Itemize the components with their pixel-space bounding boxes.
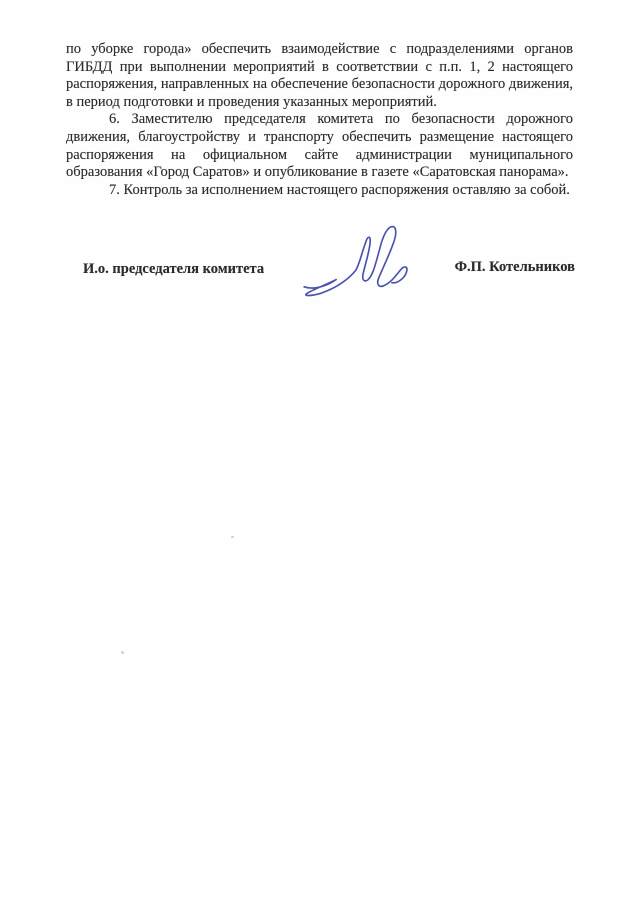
signatory-name: Ф.П. Котельников	[454, 259, 575, 275]
paragraph-continuation: по уборке города» обеспечить взаимодействие с подразделениями органов ГИБДД при выполнении мероприятий в соответствии с п.п. 1, 2 настоящего распоряжения, направленных на обеспечение безопасности дорожного движения, в период подготовки и проведения указанных мероприятий.	[66, 41, 573, 110]
scan-artifact-dot	[231, 536, 234, 538]
signature-block	[66, 254, 575, 278]
paragraph-item-6: 6. Заместителю председателя комитета по безопасности дорожного движения, благоустройству и транспорту обеспечить размещение настоящего распоряжения на официальном сайте администрации муниципального образования «Город Саратов» и опубликование в газете «Саратовская панорама».	[66, 111, 573, 181]
scan-artifact-dot	[121, 651, 124, 654]
paragraph-item-7: 7. Контроль за исполнением настоящего распоряжения оставляю за собой.	[109, 181, 570, 198]
signatory-title: И.о. председателя комитета	[83, 261, 265, 277]
body-text	[66, 41, 573, 199]
